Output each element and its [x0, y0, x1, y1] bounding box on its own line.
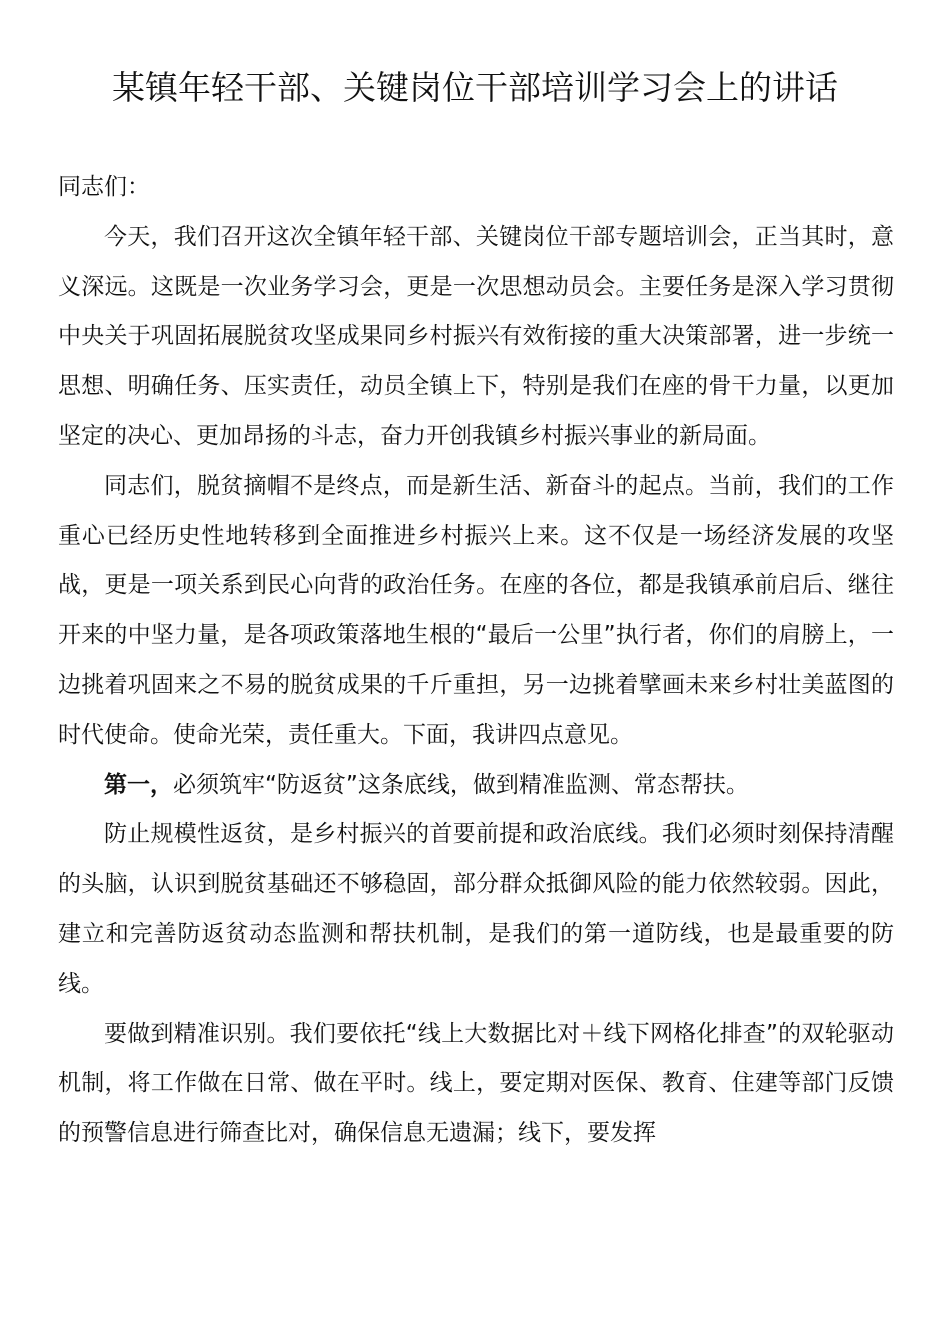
paragraph-precise-identification: 要做到精准识别。我们要依托“线上大数据比对＋线下网格化排查”的双轮驱动机制，将工作做在日常、做在平时。线上，要定期对医保、教育、住建等部门反馈的预警信息进行筛查比对，确保信息无遗漏；线下，要发挥 — [58, 1020, 894, 1147]
paragraph-opening: 今天，我们召开这次全镇年轻干部、关键岗位干部专题培训会，正当其时，意义深远。这既是一次业务学习会，更是一次思想动员会。主要任务是深入学习贯彻中央关于巩固拓展脱贫攻坚成果同乡村振兴有效衔接的重大决策部署，进一步统一思想、明确任务、压实责任，动员全镇上下，特别是我们在座的骨干力量，以更加坚定的决心、更加昂扬的斗志，奋力开创我镇乡村振兴事业的新局面。 — [58, 223, 894, 449]
paragraph-prevent-poverty-return: 防止规模性返贫，是乡村振兴的首要前提和政治底线。我们必须时刻保持清醒的头脑，认识到脱贫基础还不够稳固，部分群众抵御风险的能力依然较弱。因此，建立和完善防返贫动态监测和帮扶机制，是我们的第一道防线，也是最重要的防线。 — [58, 821, 894, 997]
document-title: 某镇年轻干部、关键岗位干部培训学习会上的讲话 — [112, 68, 838, 107]
paragraph-context: 同志们，脱贫摘帽不是终点，而是新生活、新奋斗的起点。当前，我们的工作重心已经历史性地转移到全面推进乡村振兴上来。这不仅是一场经济发展的攻坚战，更是一项关系到民心向背的政治任务。在座的各位，都是我镇承前启后、继往开来的中坚力量，是各项政策落地生根的“最后一公里”执行者，你们的肩膀上，一边挑着巩固来之不易的脱贫成果的千斤重担，另一边挑着擘画未来乡村壮美蓝图的时代使命。使命光荣，责任重大。下面，我讲四点意见。 — [58, 472, 894, 748]
section-heading-ordinal: 第一， — [104, 771, 173, 798]
document-body — [58, 163, 894, 1159]
section-heading-first — [58, 761, 894, 811]
section-heading-text: 必须筑牢“防返贫”这条底线，做到精准监测、常态帮扶。 — [173, 771, 749, 798]
salutation: 同志们： — [58, 174, 150, 200]
